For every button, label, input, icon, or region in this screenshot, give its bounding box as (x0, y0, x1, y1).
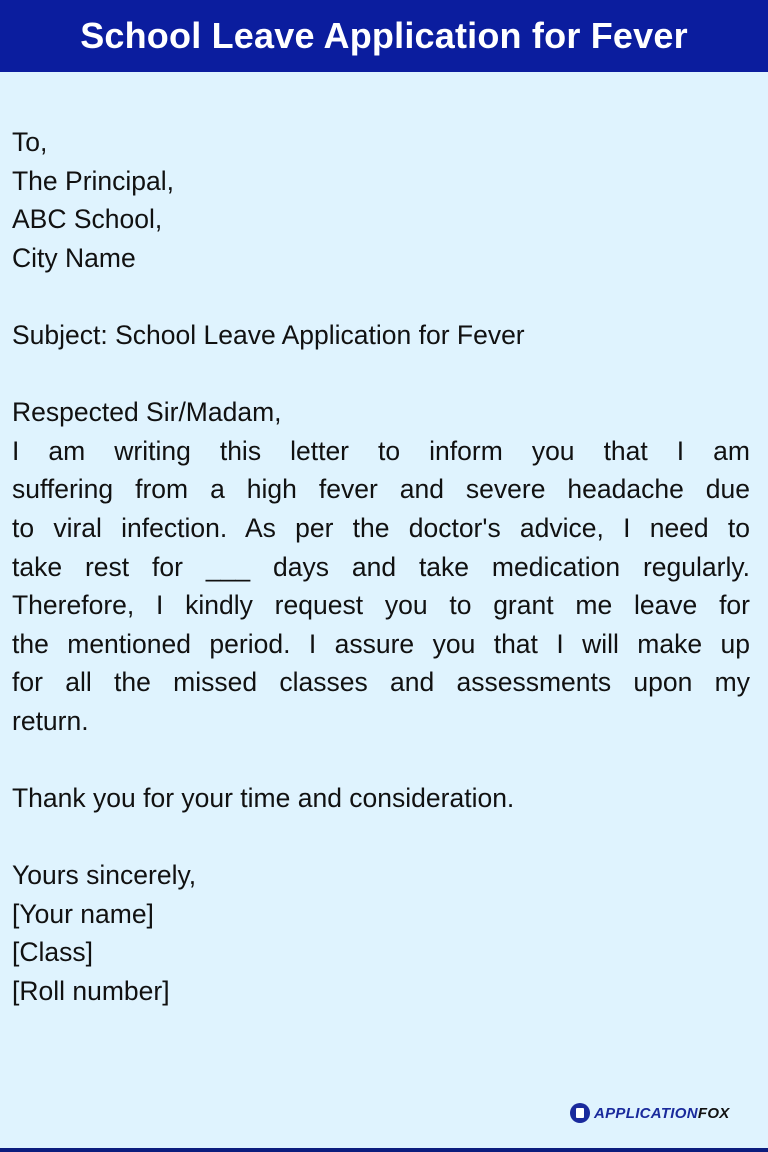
document-icon (570, 1103, 590, 1123)
subject-line: Subject: School Leave Application for Fever (12, 319, 525, 350)
body-line: take rest for ___ days and take medication regularly. (12, 551, 750, 582)
page-title: School Leave Application for Fever (80, 15, 688, 56)
body-line: return. (12, 705, 89, 736)
applicationfox-logo (570, 1103, 730, 1123)
salutation: Respected Sir/Madam, (12, 397, 282, 428)
body-line: the mentioned period. I assure you that I will make up (12, 628, 750, 659)
body-line: suffering from a high fever and severe headache due (12, 474, 750, 505)
bottom-border (0, 1148, 768, 1152)
address-line: City Name (12, 242, 136, 273)
body-line: I am writing this letter to inform you that I am (12, 435, 750, 466)
letter-body (12, 123, 750, 1011)
closing-line: [Roll number] (12, 976, 170, 1007)
closing-line: Yours sincerely, (12, 860, 197, 891)
closing-line: [Class] (12, 937, 93, 968)
body-line: Therefore, I kindly request you to grant me leave for (12, 590, 750, 621)
body-line: to viral infection. As per the doctor's advice, I need to (12, 512, 750, 543)
header-banner (0, 0, 768, 72)
address-line: To, (12, 127, 48, 157)
address-line: The Principal, (12, 165, 175, 196)
closing-line: [Your name] (12, 898, 154, 929)
logo-text-fox: FOX (697, 1104, 730, 1122)
logo-text-application: APPLICATION (594, 1104, 698, 1122)
thanks-line: Thank you for your time and consideration. (12, 783, 515, 814)
address-line: ABC School, (12, 204, 163, 235)
body-line: for all the missed classes and assessments upon my (12, 667, 750, 698)
